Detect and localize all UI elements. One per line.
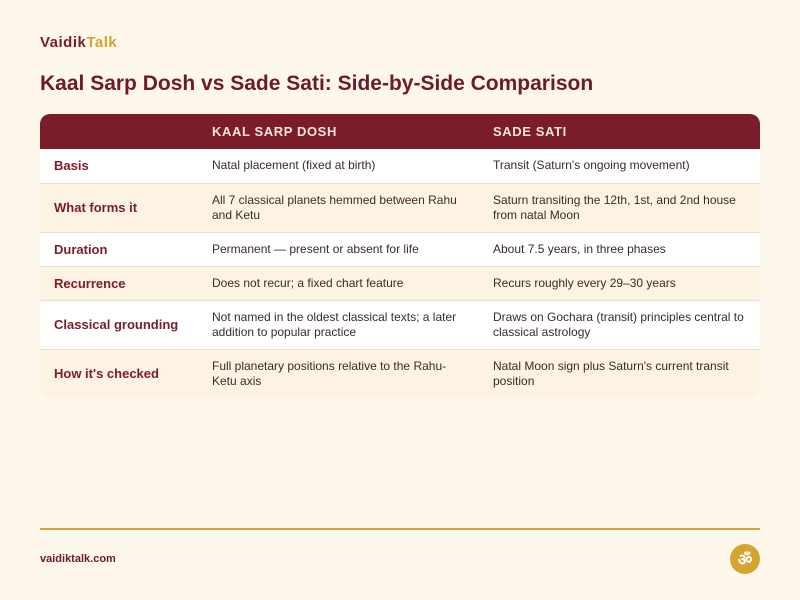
footer-divider	[40, 528, 760, 530]
sade-sati-cell: Recurs roughly every 29–30 years	[493, 275, 676, 290]
header-sade-sati: SADE SATI	[493, 124, 567, 139]
brand-name-part2: Talk	[86, 34, 118, 51]
kaal-sarp-cell: Permanent — present or absent for life	[212, 241, 419, 256]
row-label: Classical grounding	[54, 317, 179, 332]
brand-logo[interactable]	[40, 34, 117, 51]
comparison-table	[40, 114, 760, 398]
row-label: How it's checked	[54, 366, 159, 382]
footer-site-link[interactable]: vaidiktalk.com	[40, 553, 116, 565]
row-label: What forms it	[54, 200, 138, 215]
table-header-row	[40, 114, 760, 149]
kaal-sarp-cell: Does not recur; a fixed chart feature	[212, 275, 404, 290]
kaal-sarp-cell: All 7 classical planets hemmed between Rahu and Ketu	[212, 192, 457, 222]
row-label: Basis	[54, 158, 89, 174]
sade-sati-cell: Transit (Saturn's ongoing movement)	[493, 158, 690, 173]
table-row	[40, 266, 760, 300]
sade-sati-cell: Natal Moon sign plus Saturn's current transit position	[493, 358, 729, 388]
table-row	[40, 349, 760, 398]
sade-sati-cell: Saturn transiting the 12th, 1st, and 2nd house from natal Moon	[493, 192, 736, 222]
table-row	[40, 183, 760, 232]
header-kaal-sarp-dosh: KAAL SARP DOSH	[212, 124, 337, 139]
brand-name-part1: Vaidik	[40, 34, 87, 51]
kaal-sarp-cell: Full planetary positions relative to the Rahu-Ketu axis	[212, 358, 447, 388]
sade-sati-cell: Draws on Gochara (transit) principles central to classical astrology	[493, 309, 744, 339]
table-row	[40, 300, 760, 349]
page-title: Kaal Sarp Dosh vs Sade Sati: Side-by-Side Comparison	[40, 72, 594, 95]
row-label: Duration	[54, 241, 108, 257]
kaal-sarp-cell: Not named in the oldest classical texts; a later addition to popular practice	[212, 309, 457, 339]
table-row	[40, 232, 760, 266]
sade-sati-cell: About 7.5 years, in three phases	[493, 241, 666, 256]
kaal-sarp-cell: Natal placement (fixed at birth)	[212, 158, 376, 173]
om-icon: ॐ	[730, 544, 760, 574]
table-row	[40, 149, 760, 183]
row-label: Recurrence	[54, 275, 126, 291]
header-blank	[40, 114, 198, 149]
